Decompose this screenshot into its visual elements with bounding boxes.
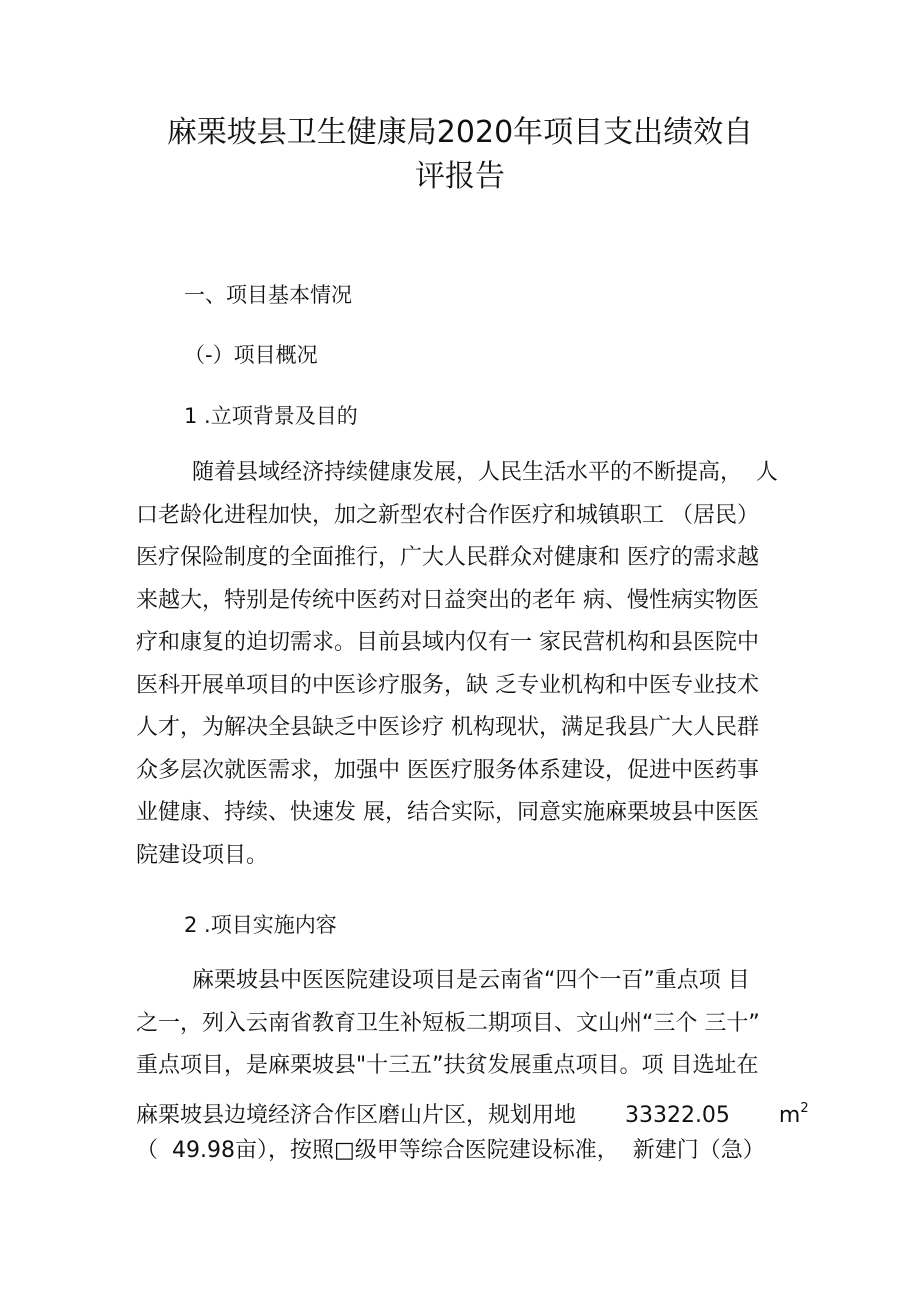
title-line-2: 评报告 (415, 159, 505, 194)
paragraph-line: 众多层次就医需求，加强中 医医疗服务体系建设，促进中医药事 (136, 757, 759, 783)
paragraph-line-with-area (136, 1088, 809, 1131)
section-heading-basic-info: 一、项目基本情况 (184, 283, 352, 307)
paragraph-line-text: 麻栗坡县边境经济合作区磨山片区，规划用地 33322.05 m (136, 1102, 801, 1128)
superscript-2: 2 (800, 1100, 809, 1116)
paragraph-line: 医疗保险制度的全面推行，广大人民群众对健康和 医疗的需求越 (136, 545, 759, 570)
subsection-heading-overview: （-）项目概况 (184, 343, 318, 367)
document-title (0, 111, 920, 199)
paragraph-line: 人才，为解决全县缺乏中医诊疗 机构现状，满足我县广大人民群 (136, 715, 759, 740)
paragraph-line: 随着县域经济持续健康发展，人民生活水平的不断提高， 人 (136, 460, 778, 485)
paragraph-line: 医科开展单项目的中医诊疗服务，缺 乏专业机构和中医专业技术 (136, 672, 759, 698)
paragraph-line: 来越大，特别是传统中医药对日益突出的老年 病、慢性病实物医 (136, 587, 759, 613)
paragraph-line: 之一，列入云南省教育卫生补短板二期项目、文山州“三个 三十” (136, 1010, 760, 1036)
paragraph-line: 口老龄化进程加快，加之新型农村合作医疗和城镇职工 （居民） (136, 502, 759, 528)
item-heading-background: 1 .立项背景及目的 (184, 404, 358, 428)
paragraph-line: 疗和康复的迫切需求。目前县域内仅有一 家民营机构和县医院中 (136, 630, 759, 655)
paragraph-line: 业健康、持续、快速发 展，结合实际，同意实施麻栗坡县中医医 (136, 800, 759, 825)
paragraph-line: （ 49.98亩），按照□级甲等综合医院建设标准， 新建门（急） (136, 1138, 765, 1163)
paragraph-line: 院建设项目。 (136, 842, 269, 868)
paragraph-background (136, 452, 800, 877)
paragraph-line: 麻栗坡县中医医院建设项目是云南省“四个一百”重点项 目 (136, 968, 750, 993)
paragraph-implementation (136, 960, 809, 1173)
item-heading-implementation: 2 .项目实施内容 (184, 913, 337, 937)
title-line-1: 麻栗坡县卫生健康局2020年项目支出绩效自 (166, 115, 754, 150)
paragraph-line: 重点项目，是麻栗坡县"十三五”扶贫发展重点项目。项 目选址在 (136, 1053, 759, 1078)
